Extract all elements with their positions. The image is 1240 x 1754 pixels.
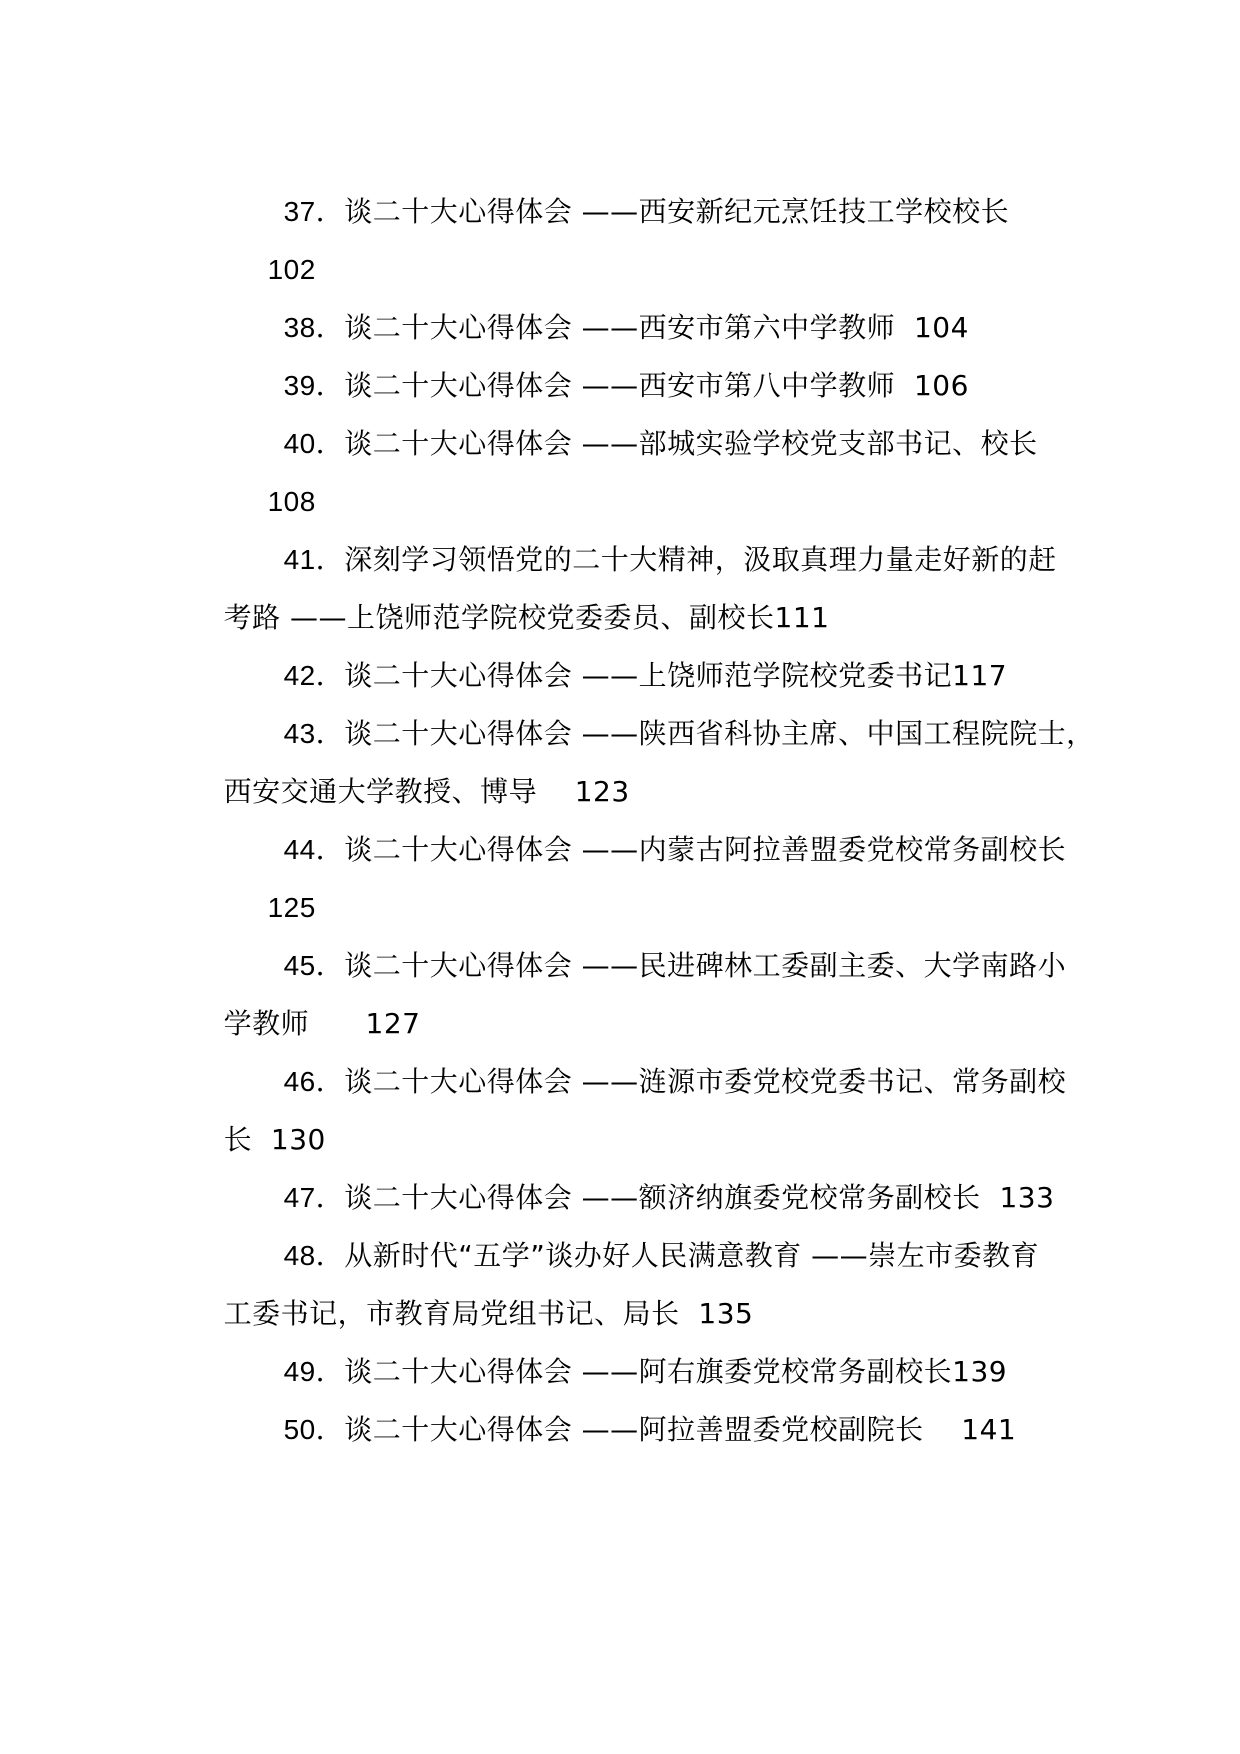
- toc-entry-number: 38．: [283, 312, 345, 343]
- toc-entry-title: 谈二十大心得体会 ——阿右旗委党校常务副校长139: [344, 1355, 1008, 1388]
- toc-entry-title: 谈二十大心得体会 ——部城实验学校党支部书记、校长: [344, 427, 1038, 460]
- toc-entry-46: [246, 1028, 1066, 1136]
- toc-entry-number: 39．: [283, 370, 345, 401]
- toc-entry-title: 谈二十大心得体会 ——涟源市委党校党委书记、常务副校: [344, 1065, 1067, 1098]
- toc-entry-continuation: 长 130: [223, 1123, 326, 1156]
- toc-entry-title: 谈二十大心得体会 ——上饶师范学院校党委书记117: [344, 659, 1008, 692]
- toc-entry-title: 谈二十大心得体会 ——西安市第六中学教师 104: [344, 311, 969, 344]
- toc-entry-number: 37．: [283, 196, 345, 227]
- toc-entry-number: 49．: [283, 1356, 345, 1387]
- toc-entry-title: 从新时代“五学”谈办好人民满意教育 ——崇左市委教育: [344, 1239, 1040, 1272]
- toc-entry-title: 深刻学习领悟党的二十大精神，汲取真理力量走好新的赶: [344, 543, 1057, 576]
- toc-entry-title: 谈二十大心得体会 ——额济纳旗委党校常务副校长 133: [344, 1181, 1055, 1214]
- toc-page-number: 125: [267, 892, 316, 923]
- toc-entry-number: 43．: [283, 718, 345, 749]
- toc-entry-number: 40．: [283, 428, 345, 459]
- toc-entry-number: 42．: [283, 660, 345, 691]
- toc-entry-continuation: 西安交通大学教授、博导 123: [223, 775, 630, 808]
- toc-entry-number: 44．: [283, 834, 345, 865]
- toc-entry-number: 45．: [283, 950, 345, 981]
- toc-entry-number: 50．: [283, 1414, 345, 1445]
- toc-entry-44: [246, 796, 1066, 904]
- toc-entry-37: [246, 158, 1009, 266]
- toc-entry-continuation: 学教师 127: [223, 1007, 421, 1040]
- toc-entry-50: [246, 1376, 1016, 1484]
- toc-entry-title: 谈二十大心得体会 ——阿拉善盟委党校副院长 141: [344, 1413, 1017, 1446]
- toc-entry-title: 谈二十大心得体会 ——陕西省科协主席、中国工程院院士，: [344, 717, 1095, 750]
- toc-entry-title: 谈二十大心得体会 ——西安新纪元烹饪技工学校校长: [344, 195, 1010, 228]
- toc-entry-title: 谈二十大心得体会 ——西安市第八中学教师 106: [344, 369, 969, 402]
- toc-entry-number: 48．: [283, 1240, 345, 1271]
- toc-page-number: 108: [267, 486, 316, 517]
- toc-entry-title: 谈二十大心得体会 ——内蒙古阿拉善盟委党校常务副校长: [344, 833, 1067, 866]
- toc-entry-number: 47．: [283, 1182, 345, 1213]
- toc-entry-number: 46．: [283, 1066, 345, 1097]
- toc-entry-continuation: 工委书记，市教育局党组书记、局长 135: [223, 1297, 754, 1330]
- toc-page-number: 102: [267, 254, 316, 285]
- toc-entry-title: 谈二十大心得体会 ——民进碑林工委副主委、大学南路小: [344, 949, 1067, 982]
- toc-entry-40: [246, 390, 1038, 498]
- toc-entry-continuation: 考路 ——上饶师范学院校党委委员、副校长111: [223, 601, 830, 634]
- toc-entry-number: 41．: [283, 544, 345, 575]
